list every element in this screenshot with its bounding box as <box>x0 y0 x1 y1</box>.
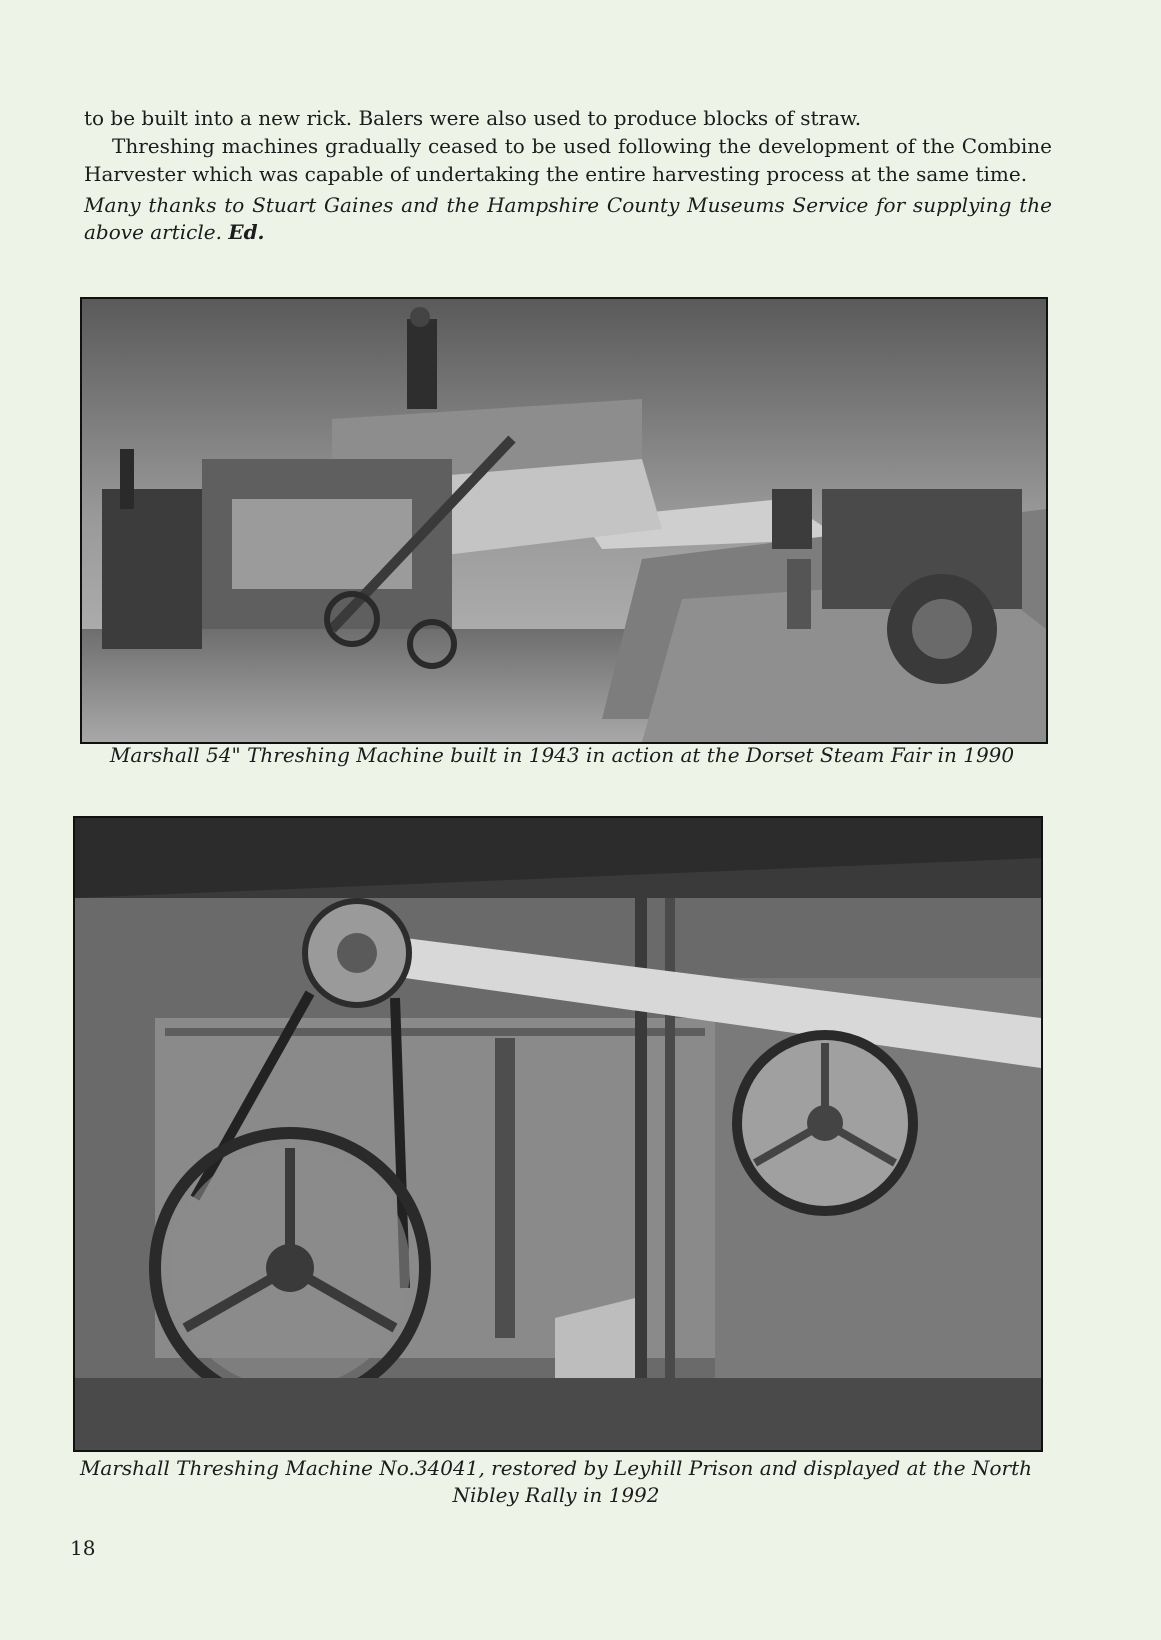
paragraph: Threshing machines gradually ceased to be used following the development of the Combine Harvester which was capable of undertaking the entire harvesting process at the same time. <box>84 134 1052 186</box>
credit-text: Many thanks to Stuart Gaines and the Hampshire County Museums Service for supplying the above article. <box>84 193 1052 244</box>
paragraph-line: to be built into a new rick. Balers were also used to produce blocks of straw. <box>84 106 862 130</box>
article-text <box>84 104 1052 246</box>
editor-mark: Ed. <box>228 220 265 244</box>
credit-note <box>84 192 1052 246</box>
page-number: 18 <box>70 1536 96 1560</box>
threshing-machine-pulleys-photo <box>73 816 1043 1452</box>
threshing-machine-photo <box>80 297 1048 744</box>
photo-caption: Marshall 54" Threshing Machine built in 1943 in action at the Dorset Steam Fair in 1990 <box>109 743 1015 767</box>
photo-caption: Marshall Threshing Machine No.34041, restored by Leyhill Prison and displayed at the North Nibley Rally in 1992 <box>79 1456 1033 1507</box>
